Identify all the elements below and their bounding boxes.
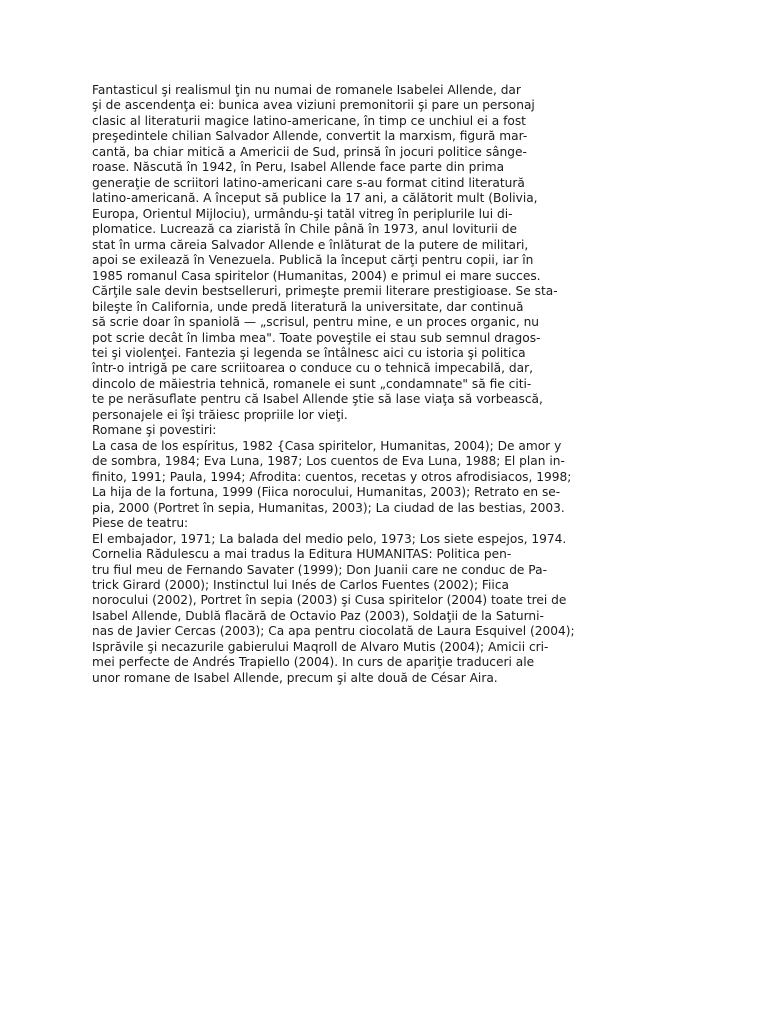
text-line: tei şi violenţei. Fantezia şi legenda se întâlnesc aici cu istoria şi politica xyxy=(92,345,526,360)
text-line: El embajador, 1971; La balada del medio pelo, 1973; Los siete espejos, 1974. xyxy=(92,531,567,546)
text-line: pia, 2000 (Portret în sepia, Humanitas, 2003); La ciudad de las bestias, 2003. xyxy=(92,500,565,515)
text-line: te pe nerăsuflate pentru că Isabel Allende ştie să lase viaţa să vorbească, xyxy=(92,392,543,407)
text-line: norocului (2002), Portret în sepia (2003) şi Cusa spiritelor (2004) toate trei de xyxy=(92,593,567,608)
text-line: Cornelia Rădulescu a mai tradus la Editura HUMANITAS: Politica pen- xyxy=(92,547,512,562)
text-line: La casa de los espíritus, 1982 {Casa spiritelor, Humanitas, 2004); De amor y xyxy=(92,438,562,453)
section-heading: Piese de teatru: xyxy=(92,516,189,531)
text-line: finito, 1991; Paula, 1994; Afrodita: cuentos, recetas y otros afrodisiacos, 1998; xyxy=(92,469,572,484)
text-line: să scrie doar în spaniolă — „scrisul, pentru mine, e un proces organic, nu xyxy=(92,315,540,330)
text-line: mei perfecte de Andrés Trapiello (2004). In curs de apariţie traduceri ale xyxy=(92,655,535,670)
text-line: tru fiul meu de Fernando Savater (1999); Don Juanii care ne conduc de Pa- xyxy=(92,562,547,577)
text-line: Europa, Orientul Mijlociu), urmându-şi tatăl vitreg în periplurile lui di- xyxy=(92,206,513,221)
section-heading: Romane şi povestiri: xyxy=(92,423,217,438)
text-line: Fantasticul şi realismul ţin nu numai de romanele Isabelei Allende, dar xyxy=(92,83,521,97)
text-line: de sombra, 1984; Eva Luna, 1987; Los cuentos de Eva Luna, 1988; El plan in- xyxy=(92,454,565,469)
text-line: într-o intrigă pe care scriitoarea o conduce cu o tehnică impecabilă, dar, xyxy=(92,361,533,376)
text-line: preşedintele chilian Salvador Allende, convertit la marxism, figură mar- xyxy=(92,129,528,144)
text-line: stat în urma căreia Salvador Allende e înlăturat de la putere de militari, xyxy=(92,237,529,252)
text-line: unor romane de Isabel Allende, precum şi alte două de César Aira. xyxy=(92,670,498,685)
text-line: latino-americană. A început să publice la 17 ani, a călătorit mult (Bolivia, xyxy=(92,191,538,206)
text-line: Isprăvile şi necazurile gabierului Maqroll de Alvaro Mutis (2004); Amicii cri- xyxy=(92,639,549,654)
text-line: Isabel Allende, Dublă flacără de Octavio Paz (2003), Soldaţii de la Saturni- xyxy=(92,608,544,623)
text-line: personajele ei îşi trăiesc propriile lor vieţi. xyxy=(92,407,348,422)
text-line: dincolo de măiestria tehnică, romanele ei sunt „condamnate" să fie citi- xyxy=(92,376,532,391)
text-line: şi de ascendenţa ei: bunica avea viziuni premonitorii şi pare un personaj xyxy=(92,98,535,113)
text-line: La hija de la fortuna, 1999 (Fiica norocului, Humanitas, 2003); Retrato en se- xyxy=(92,485,561,500)
text-line: apoi se exilează în Venezuela. Publică la început cărţi pentru copii, iar în xyxy=(92,253,534,268)
text-line: clasic al literaturii magice latino-americane, în timp ce unchiul ei a fost xyxy=(92,113,526,128)
text-line: bileşte în California, unde predă literatură la universitate, dar continuă xyxy=(92,299,524,314)
text-line: cantă, ba chiar mitică a Americii de Sud, prinsă în jocuri politice sânge- xyxy=(92,144,527,159)
text-line: plomatice. Lucrează ca ziaristă în Chile până în 1973, anul loviturii de xyxy=(92,222,518,237)
text-line: generaţie de scriitori latino-americani care s-au format citind literatură xyxy=(92,175,525,190)
text-line: 1985 romanul Casa spiritelor (Humanitas, 2004) e primul ei mare succes. xyxy=(92,268,541,283)
text-line: roase. Născută în 1942, în Peru, Isabel Allende face parte din prima xyxy=(92,160,505,175)
text-line: pot scrie decât în limba mea". Toate poveştile ei stau sub semnul dragos- xyxy=(92,330,541,345)
text-line: nas de Javier Cercas (2003); Ca apa pentru ciocolată de Laura Esquivel (2004); xyxy=(92,624,575,639)
text-line: trick Girard (2000); Instinctul lui Inés de Carlos Fuentes (2002); Fiica xyxy=(92,578,509,592)
text-line: Cărţile sale devin bestselleruri, primeşte premii literare prestigioase. Se sta- xyxy=(92,284,558,299)
body-text xyxy=(92,83,612,686)
